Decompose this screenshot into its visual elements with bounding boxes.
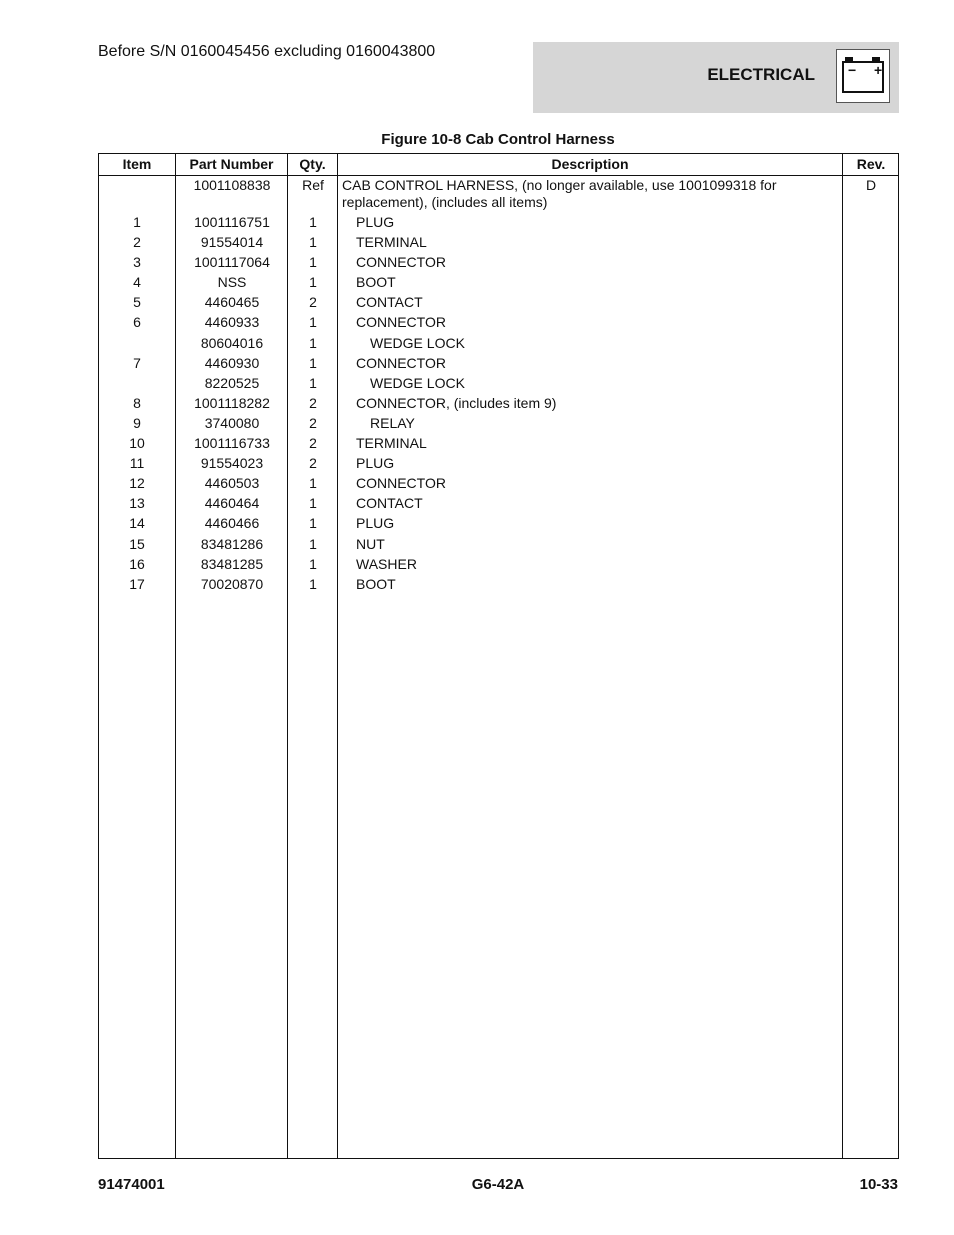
description-cell: CONTACT — [356, 495, 423, 512]
item-cell: 8 — [133, 394, 141, 411]
part-number-cell: 4460465 — [204, 294, 260, 311]
column-header-item: Item — [122, 156, 152, 172]
description-cell: CONNECTOR — [356, 475, 446, 492]
item-cell: 7 — [133, 354, 141, 371]
qty-cell: 1 — [309, 374, 317, 391]
table-row — [99, 395, 898, 415]
table-row — [99, 274, 898, 294]
item-cell: 5 — [133, 294, 141, 311]
parts-table — [98, 153, 899, 1159]
table-row — [99, 495, 898, 515]
description-cell: CONNECTOR — [356, 354, 446, 371]
qty-cell: 2 — [309, 435, 317, 452]
section-header — [533, 42, 899, 113]
part-number-cell: 70020870 — [200, 575, 264, 592]
footer-model: G6-42A — [471, 1176, 525, 1193]
plus-sign: + — [874, 62, 883, 78]
footer-page-number: 10-33 — [859, 1176, 898, 1193]
item-cell: 6 — [133, 314, 141, 331]
description-cell: CAB CONTROL HARNESS, (no longer available, use 1001099318 for replacement), (includes all items) — [342, 177, 777, 210]
header-divider — [99, 175, 898, 176]
item-cell: 14 — [129, 515, 145, 532]
description-cell: BOOT — [356, 575, 396, 592]
part-number-cell: 4460503 — [204, 475, 260, 492]
description-cell: TERMINAL — [356, 435, 427, 452]
table-row — [99, 435, 898, 455]
qty-cell: 1 — [309, 334, 317, 351]
serial-note: Before S/N 0160045456 excluding 0160043800 — [98, 43, 436, 60]
table-row — [99, 475, 898, 495]
part-number-cell: 91554014 — [200, 234, 264, 251]
part-number-cell: 1001116733 — [194, 435, 270, 452]
description-cell: CONTACT — [356, 294, 423, 311]
table-row — [99, 335, 898, 355]
description-cell: PLUG — [356, 455, 395, 472]
description-cell: PLUG — [356, 214, 395, 230]
item-cell: 16 — [129, 555, 145, 572]
column-header-part-number: Part Number — [189, 156, 274, 172]
table-row — [99, 214, 898, 234]
qty-cell: 1 — [309, 314, 317, 331]
qty-cell: 1 — [309, 234, 317, 251]
qty-cell: 2 — [309, 455, 317, 472]
item-cell: 12 — [129, 475, 145, 492]
battery-body — [842, 61, 884, 93]
table-row — [99, 177, 898, 214]
table-row — [99, 355, 898, 375]
qty-cell: 1 — [309, 515, 317, 532]
description-cell: WEDGE LOCK — [370, 374, 465, 391]
item-cell: 1 — [133, 214, 141, 230]
table-row — [99, 234, 898, 254]
description-cell: WASHER — [356, 555, 417, 572]
table-body — [99, 177, 898, 596]
part-number-cell: 1001118282 — [194, 394, 270, 411]
minus-sign: − — [848, 62, 857, 78]
part-number-cell: 83481286 — [200, 535, 264, 552]
section-title: ELECTRICAL — [707, 65, 815, 84]
description-cell: NUT — [356, 535, 385, 552]
part-number-cell: 4460464 — [204, 495, 260, 512]
description-cell: CONNECTOR, (includes item 9) — [356, 394, 557, 411]
qty-cell: 2 — [309, 394, 317, 411]
item-cell: 3 — [133, 254, 141, 271]
part-number-cell: 8220525 — [204, 374, 260, 391]
item-cell: 2 — [133, 234, 141, 251]
item-cell: 15 — [129, 535, 145, 552]
table-row — [99, 375, 898, 395]
qty-cell: 1 — [309, 535, 317, 552]
item-cell: 11 — [129, 455, 145, 472]
part-number-cell: 91554023 — [200, 455, 264, 472]
qty-cell: 1 — [309, 354, 317, 371]
item-cell: 17 — [129, 575, 145, 592]
part-number-cell: NSS — [217, 274, 247, 291]
table-row — [99, 254, 898, 274]
table-row — [99, 515, 898, 535]
part-number-cell: 83481285 — [200, 555, 264, 572]
part-number-cell: 3740080 — [204, 414, 260, 431]
part-number-cell: 1001116751 — [194, 214, 270, 230]
part-number-cell: 4460466 — [204, 515, 260, 532]
item-cell: 4 — [133, 274, 141, 291]
qty-cell: 1 — [309, 555, 317, 572]
qty-cell: 1 — [309, 254, 317, 271]
table-row — [99, 314, 898, 334]
description-cell: WEDGE LOCK — [370, 334, 465, 351]
item-cell: 10 — [129, 435, 145, 452]
rev-cell: D — [865, 177, 877, 193]
qty-cell: 1 — [309, 575, 317, 592]
qty-cell: 2 — [309, 294, 317, 311]
item-cell: 9 — [133, 414, 141, 431]
description-cell: PLUG — [356, 515, 395, 532]
table-row — [99, 556, 898, 576]
description-cell: RELAY — [370, 414, 415, 431]
qty-cell: 1 — [309, 495, 317, 512]
qty-cell: Ref — [302, 177, 324, 193]
table-row — [99, 536, 898, 556]
table-row — [99, 455, 898, 475]
part-number-cell: 80604016 — [200, 334, 264, 351]
part-number-cell: 1001108838 — [193, 177, 271, 193]
part-number-cell: 4460933 — [204, 314, 260, 331]
qty-cell: 2 — [309, 414, 317, 431]
description-cell: CONNECTOR — [356, 254, 446, 271]
description-cell: BOOT — [356, 274, 396, 291]
column-header-qty: Qty. — [299, 156, 326, 172]
column-header-description: Description — [551, 156, 629, 172]
qty-cell: 1 — [309, 274, 317, 291]
qty-cell: 1 — [309, 214, 317, 230]
table-row — [99, 415, 898, 435]
part-number-cell: 1001117064 — [194, 254, 270, 271]
part-number-cell: 4460930 — [204, 354, 260, 371]
item-cell: 13 — [129, 495, 145, 512]
footer-document-number: 91474001 — [98, 1176, 165, 1193]
description-cell: CONNECTOR — [356, 314, 446, 331]
figure-title: Figure 10-8 Cab Control Harness — [381, 131, 615, 148]
table-row — [99, 576, 898, 596]
battery-icon — [836, 49, 890, 103]
table-row — [99, 294, 898, 314]
column-header-rev: Rev. — [856, 156, 886, 172]
qty-cell: 1 — [309, 475, 317, 492]
description-cell: TERMINAL — [356, 234, 427, 251]
